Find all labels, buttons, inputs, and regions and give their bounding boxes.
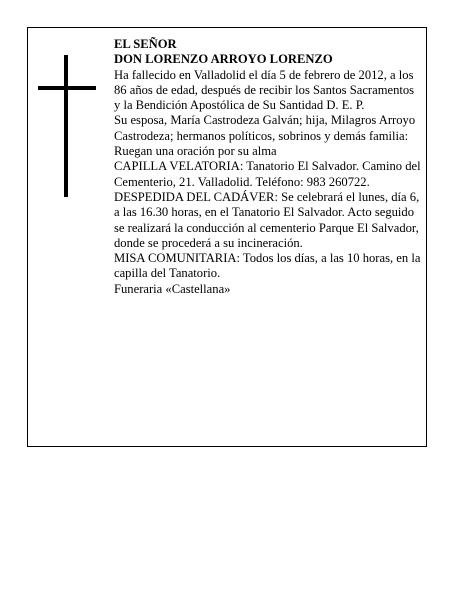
cross-icon [38, 55, 96, 197]
cross-vertical-bar [64, 55, 68, 197]
wake-chapel-info: CAPILLA VELATORIA: Tanatorio El Salvador. Camino del Cementerio, 21. Valladolid. Teléfono: 983 260722. [114, 159, 421, 189]
prayer-request: Ruegan una oración por su alma [114, 144, 277, 159]
death-announcement: Ha fallecido en Valladolid el día 5 de febrero de 2012, a los 86 años de edad, después de recibir los Santos Sacramentos y la Bendición Apostólica de Su Santidad D. E. P. [114, 67, 415, 113]
farewell-info: DESPEDIDA DEL CADÁVER: Se celebrará el lunes, día 6, a las 16.30 horas, en el Tanatorio El Salvador. Acto seguido se realizará la conducción al cementerio Parque El Salvador, donde se procederá a su incineración. [114, 189, 420, 250]
family-list: Su esposa, María Castrodeza Galván; hija, Milagros Arroyo Castrodeza; hermanos políticos, sobrinos y demás familia: [114, 113, 416, 143]
cross-horizontal-bar [38, 86, 96, 90]
heading-line-1: EL SEÑOR [114, 37, 177, 51]
obituary-text [114, 37, 422, 297]
deceased-name: DON LORENZO ARROYO LORENZO [114, 52, 333, 67]
community-mass-info: MISA COMUNITARIA: Todos los días, a las 10 horas, en la capilla del Tanatorio. [114, 251, 421, 281]
funeral-home: Funeraria «Castellana» [114, 281, 231, 296]
